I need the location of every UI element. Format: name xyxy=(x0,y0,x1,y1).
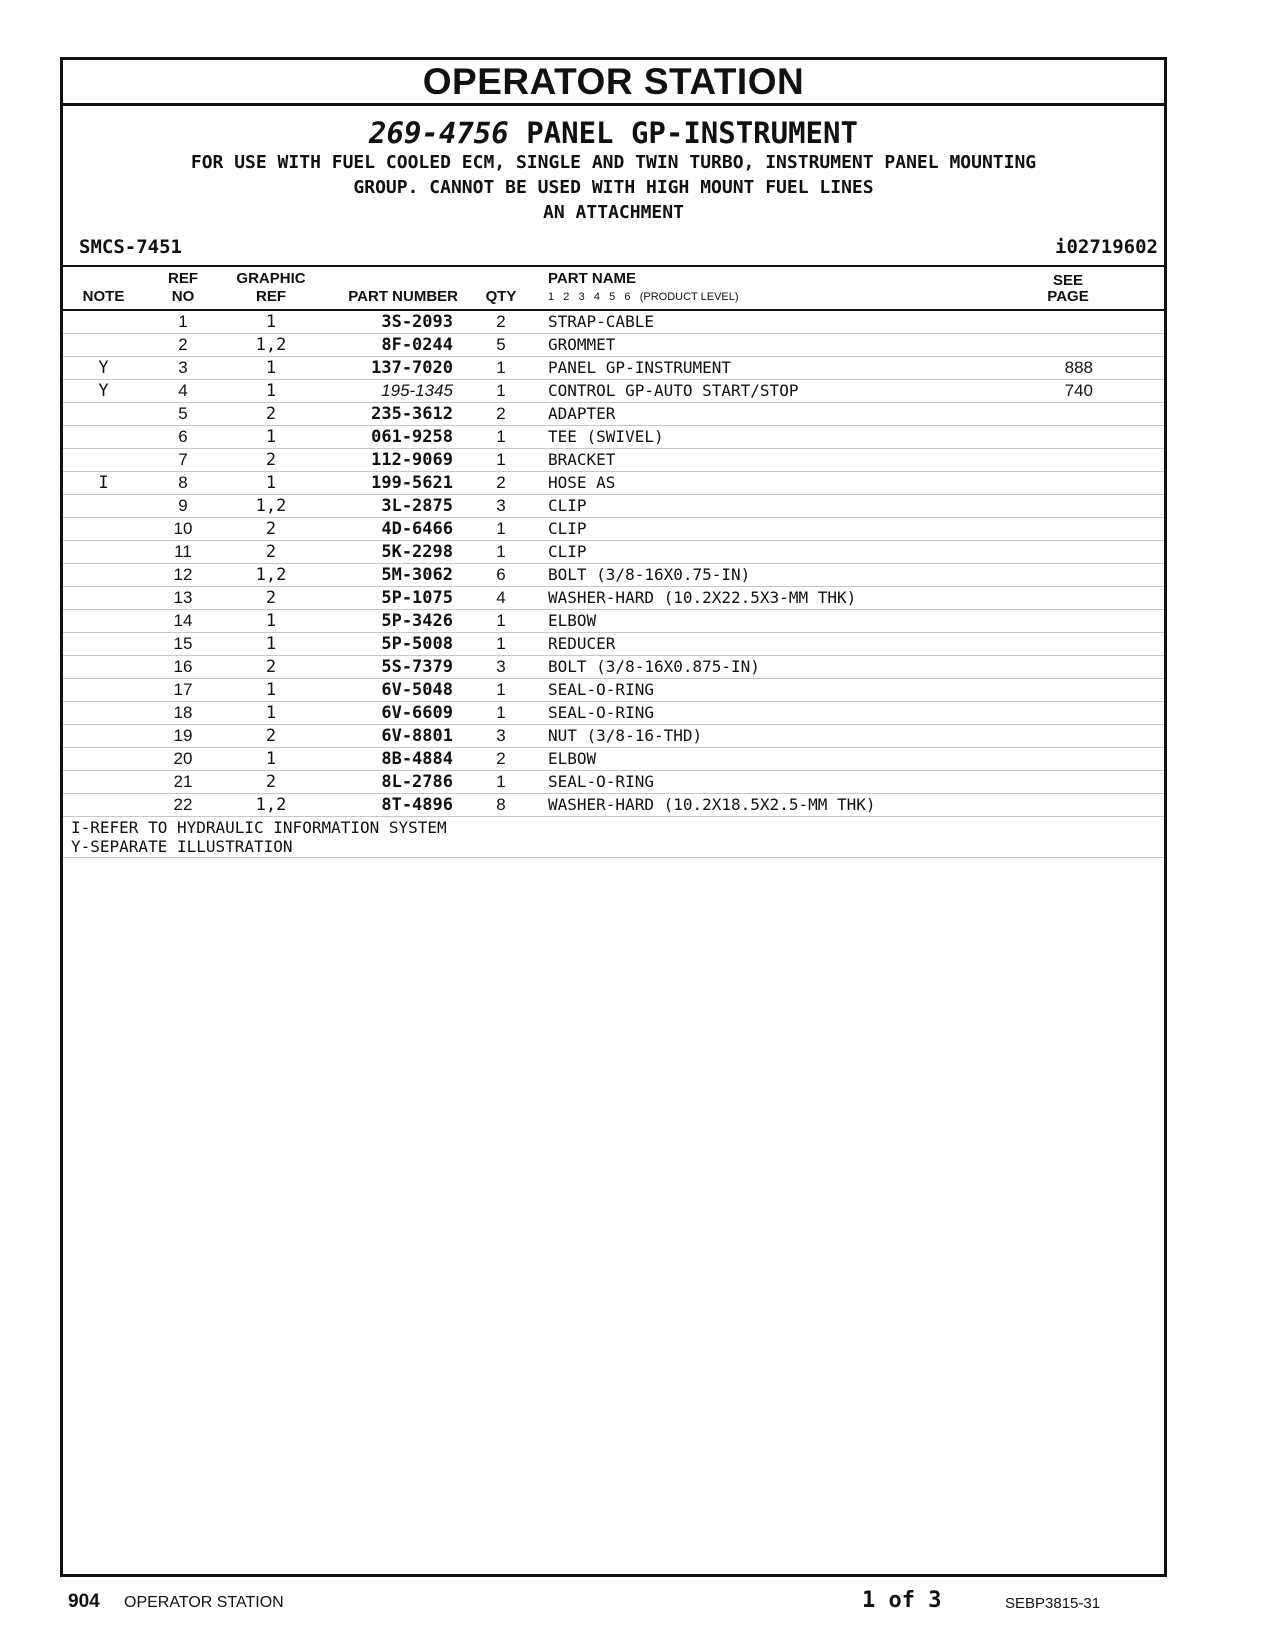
table-row xyxy=(63,771,1164,794)
header-qty: QTY xyxy=(485,288,517,305)
qty-cell: 6 xyxy=(496,565,506,584)
group-description xyxy=(63,150,1164,225)
graphic-ref-cell: 1,2 xyxy=(255,565,287,585)
ref-no-cell: 15 xyxy=(173,634,193,653)
qty-cell: 2 xyxy=(496,312,506,331)
part-number-cell: 8T-4896 xyxy=(381,795,453,815)
note-line: Y-SEPARATE ILLUSTRATION xyxy=(71,837,293,856)
table-row xyxy=(63,748,1164,771)
ref-no-cell: 3 xyxy=(178,358,188,377)
qty-cell: 3 xyxy=(496,657,506,676)
table-row xyxy=(63,311,1164,334)
qty-cell: 1 xyxy=(496,703,506,722)
header-see-bottom: PAGE xyxy=(1047,288,1089,305)
footer-page-count: 1 of 3 xyxy=(862,1588,942,1613)
graphic-ref-cell: 2 xyxy=(265,588,277,608)
part-number-cell: 199-5621 xyxy=(371,473,453,493)
part-name-cell: HOSE AS xyxy=(548,473,616,492)
part-name-cell: ELBOW xyxy=(548,611,597,630)
part-name-cell: BOLT (3/8-16X0.75-IN) xyxy=(548,565,751,584)
part-name-cell: BRACKET xyxy=(548,450,616,469)
graphic-ref-cell: 1 xyxy=(265,611,277,631)
part-number-cell: 5P-1075 xyxy=(381,588,453,608)
note-cell: Y xyxy=(98,381,109,401)
graphic-ref-cell: 1 xyxy=(265,703,277,723)
table-row xyxy=(63,541,1164,564)
footer-doc-id: SEBP3815-31 xyxy=(1005,1595,1101,1612)
meta-row xyxy=(63,233,1164,261)
graphic-ref-cell: 1,2 xyxy=(255,496,287,516)
note-cell: I xyxy=(98,473,109,493)
graphic-ref-cell: 1 xyxy=(265,473,277,493)
page-footer xyxy=(0,1577,1275,1617)
ref-no-cell: 21 xyxy=(173,772,193,791)
part-number-cell: 4D-6466 xyxy=(381,519,453,539)
table-row xyxy=(63,587,1164,610)
ref-no-cell: 13 xyxy=(173,588,193,607)
qty-cell: 1 xyxy=(496,358,506,377)
part-number-cell: 5S-7379 xyxy=(381,657,453,677)
header-graphic-bottom: REF xyxy=(256,288,286,305)
group-title xyxy=(63,116,1164,150)
part-number-cell: 112-9069 xyxy=(371,450,453,470)
ref-no-cell: 19 xyxy=(173,726,193,745)
part-number-cell: 6V-5048 xyxy=(381,680,453,700)
ref-no-cell: 4 xyxy=(178,381,188,400)
graphic-ref-cell: 2 xyxy=(265,519,277,539)
graphic-ref-cell: 2 xyxy=(265,772,277,792)
see-page-cell: 740 xyxy=(1064,381,1093,400)
footer-section: OPERATOR STATION xyxy=(124,1594,284,1611)
qty-cell: 1 xyxy=(496,772,506,791)
ref-no-cell: 5 xyxy=(178,404,188,423)
table-row xyxy=(63,334,1164,357)
qty-cell: 1 xyxy=(496,450,506,469)
parts-table xyxy=(63,311,1164,817)
table-row xyxy=(63,472,1164,495)
part-name-cell: NUT (3/8-16-THD) xyxy=(548,726,703,745)
table-row xyxy=(63,679,1164,702)
qty-cell: 8 xyxy=(496,795,506,814)
table-row xyxy=(63,702,1164,725)
qty-cell: 3 xyxy=(496,496,506,515)
part-number-cell: 3L-2875 xyxy=(381,496,453,516)
graphic-ref-cell: 1 xyxy=(265,312,277,332)
part-number-cell: 061-9258 xyxy=(371,427,453,447)
ref-no-cell: 17 xyxy=(173,680,193,699)
table-header xyxy=(63,265,1164,311)
ref-no-cell: 1 xyxy=(178,312,188,331)
ref-no-cell: 12 xyxy=(173,565,193,584)
part-name-cell: BOLT (3/8-16X0.875-IN) xyxy=(548,657,760,676)
qty-cell: 3 xyxy=(496,726,506,745)
ref-no-cell: 6 xyxy=(178,427,188,446)
table-row xyxy=(63,403,1164,426)
qty-cell: 2 xyxy=(496,404,506,423)
graphic-ref-cell: 2 xyxy=(265,657,277,677)
part-name-cell: STRAP-CABLE xyxy=(548,312,654,331)
part-number-cell: 6V-8801 xyxy=(381,726,453,746)
table-row xyxy=(63,610,1164,633)
part-name-cell: SEAL-O-RING xyxy=(548,703,654,722)
qty-cell: 1 xyxy=(496,542,506,561)
qty-cell: 2 xyxy=(496,473,506,492)
table-row xyxy=(63,426,1164,449)
ref-no-cell: 9 xyxy=(178,496,188,515)
qty-cell: 1 xyxy=(496,381,506,400)
ref-no-cell: 2 xyxy=(178,335,188,354)
part-name-cell: ADAPTER xyxy=(548,404,616,423)
part-name-cell: GROMMET xyxy=(548,335,616,354)
qty-cell: 1 xyxy=(496,634,506,653)
qty-cell: 1 xyxy=(496,427,506,446)
table-row xyxy=(63,495,1164,518)
part-number-cell: 8B-4884 xyxy=(381,749,453,769)
table-row xyxy=(63,794,1164,817)
part-name-cell: CLIP xyxy=(548,542,587,561)
part-number-cell: 5M-3062 xyxy=(381,565,453,585)
graphic-ref-cell: 2 xyxy=(265,542,277,562)
ref-no-cell: 22 xyxy=(173,795,193,814)
graphic-ref-cell: 1 xyxy=(265,427,277,447)
smcs-code: SMCS-7451 xyxy=(79,236,182,258)
ref-no-cell: 8 xyxy=(178,473,188,492)
part-number-cell: 8F-0244 xyxy=(381,335,453,355)
table-row xyxy=(63,725,1164,748)
header-see-top: SEE xyxy=(1052,272,1083,289)
notes-block xyxy=(63,817,1164,858)
description-line: AN ATTACHMENT xyxy=(543,202,684,223)
ref-no-cell: 20 xyxy=(173,749,193,768)
see-page-cell: 888 xyxy=(1064,358,1093,377)
table-row xyxy=(63,656,1164,679)
header-graphic-top: GRAPHIC xyxy=(236,270,306,287)
graphic-ref-cell: 1,2 xyxy=(255,795,287,815)
note-cell: Y xyxy=(98,358,109,378)
header-part-number: PART NUMBER xyxy=(348,288,458,305)
graphic-ref-cell: 1,2 xyxy=(255,335,287,355)
part-name-cell: SEAL-O-RING xyxy=(548,772,654,791)
table-row xyxy=(63,449,1164,472)
graphic-ref-cell: 1 xyxy=(265,749,277,769)
footer-page-number: 904 xyxy=(68,1591,100,1612)
header-ref-bottom: NO xyxy=(171,288,195,305)
note-line: I-REFER TO HYDRAULIC INFORMATION SYSTEM xyxy=(71,818,447,837)
part-name-cell: CONTROL GP-AUTO START/STOP xyxy=(548,381,799,400)
page-frame xyxy=(60,57,1167,1577)
part-name-cell: ELBOW xyxy=(548,749,597,768)
part-number-cell: 8L-2786 xyxy=(381,772,453,792)
qty-cell: 5 xyxy=(496,335,506,354)
qty-cell: 1 xyxy=(496,519,506,538)
ref-no-cell: 16 xyxy=(173,657,193,676)
group-name: PANEL GP-INSTRUMENT xyxy=(526,116,858,150)
graphic-ref-cell: 1 xyxy=(265,381,277,401)
header-ref-top: REF xyxy=(168,270,198,287)
ref-no-cell: 10 xyxy=(173,519,193,538)
description-line: FOR USE WITH FUEL COOLED ECM, SINGLE AND TWIN TURBO, INSTRUMENT PANEL MOUNTING xyxy=(190,152,1037,173)
header-note: NOTE xyxy=(82,288,125,305)
part-number-cell: 6V-6609 xyxy=(381,703,453,723)
table-row xyxy=(63,633,1164,656)
qty-cell: 4 xyxy=(496,588,506,607)
part-name-cell: TEE (SWIVEL) xyxy=(548,427,664,446)
part-name-cell: REDUCER xyxy=(548,634,616,653)
document-ident: i02719602 xyxy=(1055,236,1158,258)
part-name-cell: CLIP xyxy=(548,519,587,538)
ref-no-cell: 7 xyxy=(178,450,188,469)
qty-cell: 1 xyxy=(496,680,506,699)
qty-cell: 2 xyxy=(496,749,506,768)
part-number-cell: 3S-2093 xyxy=(381,312,453,332)
graphic-ref-cell: 1 xyxy=(265,358,277,378)
ref-no-cell: 18 xyxy=(173,703,193,722)
header-product-level: 1 2 3 4 5 6 (PRODUCT LEVEL) xyxy=(548,291,739,303)
table-row xyxy=(63,564,1164,587)
part-name-cell: WASHER-HARD (10.2X18.5X2.5-MM THK) xyxy=(548,795,876,814)
part-number-cell: 5P-3426 xyxy=(381,611,453,631)
part-name-cell: WASHER-HARD (10.2X22.5X3-MM THK) xyxy=(548,588,857,607)
part-number-cell: 137-7020 xyxy=(371,358,453,378)
table-row xyxy=(63,380,1164,403)
qty-cell: 1 xyxy=(496,611,506,630)
header-part-name: PART NAME xyxy=(548,270,637,287)
description-line: GROUP. CANNOT BE USED WITH HIGH MOUNT FUEL LINES xyxy=(353,177,874,198)
graphic-ref-cell: 2 xyxy=(265,726,277,746)
part-name-cell: PANEL GP-INSTRUMENT xyxy=(548,358,732,377)
ref-no-cell: 11 xyxy=(174,542,192,561)
table-row xyxy=(63,518,1164,541)
part-name-cell: CLIP xyxy=(548,496,587,515)
part-number-cell: 195-1345 xyxy=(381,381,453,400)
section-title: OPERATOR STATION xyxy=(63,60,1164,106)
table-row xyxy=(63,357,1164,380)
part-number-cell: 5K-2298 xyxy=(381,542,453,562)
part-number-cell: 5P-5008 xyxy=(381,634,453,654)
part-number-cell: 235-3612 xyxy=(371,404,453,424)
graphic-ref-cell: 2 xyxy=(265,404,277,424)
graphic-ref-cell: 2 xyxy=(265,450,277,470)
graphic-ref-cell: 1 xyxy=(265,634,277,654)
part-name-cell: SEAL-O-RING xyxy=(548,680,654,699)
graphic-ref-cell: 1 xyxy=(265,680,277,700)
group-part-number: 269-4756 xyxy=(369,116,509,150)
ref-no-cell: 14 xyxy=(173,611,193,630)
